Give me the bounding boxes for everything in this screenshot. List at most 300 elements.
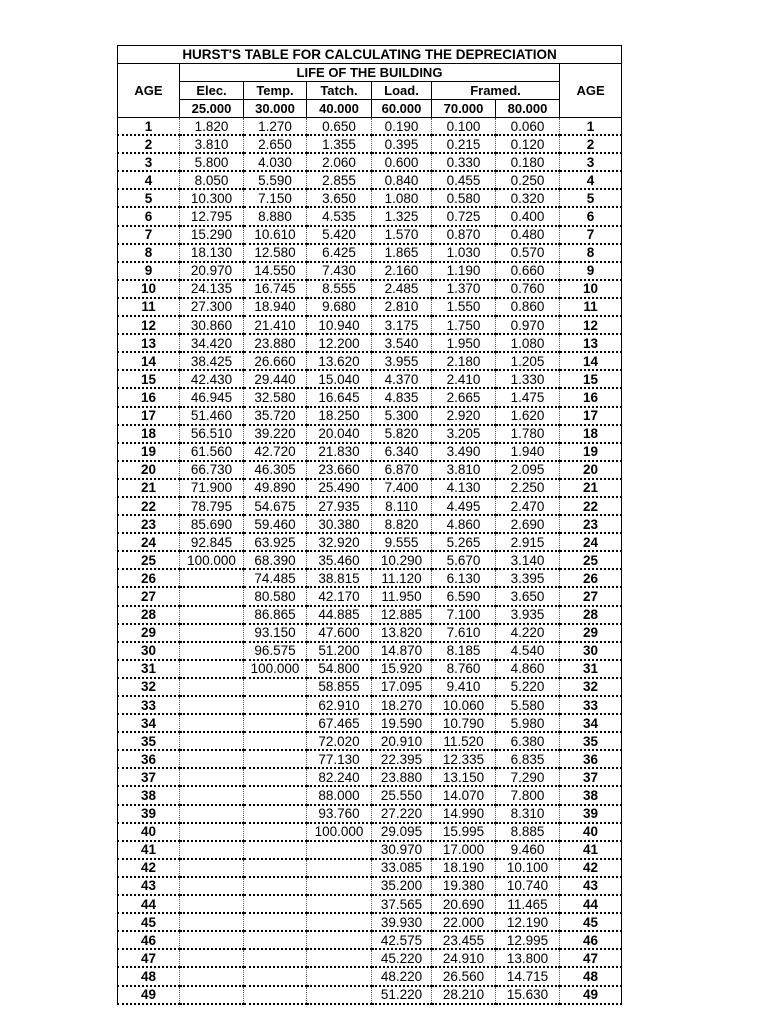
age-cell: 10: [560, 280, 622, 298]
value-cell-70000: 15.995: [432, 823, 496, 841]
category-header-load: Load.: [372, 82, 432, 100]
value-cell-80000: 12.190: [496, 913, 560, 931]
value-cell-60000: 39.930: [372, 913, 432, 931]
value-cell-70000: 1.370: [432, 280, 496, 298]
value-cell-25000: 51.460: [180, 407, 244, 425]
age-cell: 24: [560, 533, 622, 551]
value-cell-70000: 19.380: [432, 877, 496, 895]
value-cell-70000: 1.550: [432, 298, 496, 316]
table-row: [118, 226, 622, 244]
value-cell-25000: [180, 931, 244, 949]
value-cell-70000: 22.000: [432, 913, 496, 931]
age-cell: 45: [118, 913, 180, 931]
value-cell-70000: 28.210: [432, 986, 496, 1004]
age-cell: 35: [118, 732, 180, 750]
value-cell-60000: 11.950: [372, 587, 432, 605]
value-cell-70000: 0.100: [432, 118, 496, 136]
age-cell: 43: [560, 877, 622, 895]
life-header-80000: 80.000: [496, 100, 560, 118]
age-cell: 12: [118, 316, 180, 334]
value-cell-70000: 6.590: [432, 587, 496, 605]
value-cell-80000: 6.835: [496, 750, 560, 768]
table-row: [118, 913, 622, 931]
value-cell-60000: 35.200: [372, 877, 432, 895]
age-cell: 4: [118, 171, 180, 189]
value-cell-80000: 2.095: [496, 461, 560, 479]
age-cell: 17: [118, 407, 180, 425]
value-cell-25000: 12.795: [180, 207, 244, 225]
life-header-60000: 60.000: [372, 100, 432, 118]
age-cell: 23: [560, 515, 622, 533]
value-cell-30000: 74.485: [244, 569, 307, 587]
value-cell-60000: 1.080: [372, 189, 432, 207]
value-cell-30000: 93.150: [244, 624, 307, 642]
value-cell-60000: 2.810: [372, 298, 432, 316]
table-row: [118, 732, 622, 750]
value-cell-60000: 29.095: [372, 823, 432, 841]
value-cell-40000: 16.645: [307, 388, 372, 406]
age-cell: 4: [560, 171, 622, 189]
value-cell-25000: [180, 823, 244, 841]
age-cell: 37: [560, 768, 622, 786]
value-cell-80000: 0.480: [496, 226, 560, 244]
value-cell-30000: [244, 805, 307, 823]
value-cell-25000: [180, 624, 244, 642]
value-cell-70000: 2.180: [432, 352, 496, 370]
value-cell-40000: 25.490: [307, 479, 372, 497]
age-cell: 9: [118, 262, 180, 280]
value-cell-25000: 24.135: [180, 280, 244, 298]
age-cell: 19: [560, 443, 622, 461]
value-cell-30000: 46.305: [244, 461, 307, 479]
value-cell-40000: 6.425: [307, 244, 372, 262]
value-cell-30000: 18.940: [244, 298, 307, 316]
table-row: [118, 461, 622, 479]
value-cell-30000: 8.880: [244, 207, 307, 225]
value-cell-70000: 1.190: [432, 262, 496, 280]
value-cell-30000: 5.590: [244, 171, 307, 189]
table-row: [118, 696, 622, 714]
value-cell-80000: 3.395: [496, 569, 560, 587]
age-cell: 25: [560, 551, 622, 569]
table-row: [118, 859, 622, 877]
value-cell-40000: 42.170: [307, 587, 372, 605]
value-cell-30000: 4.030: [244, 153, 307, 171]
age-cell: 46: [118, 931, 180, 949]
age-cell: 35: [560, 732, 622, 750]
age-cell: 22: [560, 497, 622, 515]
value-cell-25000: 20.970: [180, 262, 244, 280]
value-cell-80000: 2.470: [496, 497, 560, 515]
life-header-70000: 70.000: [432, 100, 496, 118]
table-row: [118, 841, 622, 859]
value-cell-25000: 66.730: [180, 461, 244, 479]
value-cell-40000: 62.910: [307, 696, 372, 714]
value-cell-30000: 23.880: [244, 334, 307, 352]
value-cell-40000: [307, 913, 372, 931]
table-row: [118, 171, 622, 189]
value-cell-70000: 11.520: [432, 732, 496, 750]
age-cell: 27: [118, 587, 180, 605]
value-cell-70000: 24.910: [432, 949, 496, 967]
table-row: [118, 986, 622, 1004]
value-cell-70000: 3.205: [432, 425, 496, 443]
value-cell-30000: 35.720: [244, 407, 307, 425]
value-cell-30000: [244, 895, 307, 913]
age-cell: 1: [118, 118, 180, 136]
value-cell-40000: 38.815: [307, 569, 372, 587]
age-cell: 11: [560, 298, 622, 316]
value-cell-40000: 27.935: [307, 497, 372, 515]
age-cell: 41: [118, 841, 180, 859]
value-cell-30000: 54.675: [244, 497, 307, 515]
value-cell-60000: 9.555: [372, 533, 432, 551]
value-cell-40000: 4.535: [307, 207, 372, 225]
value-cell-80000: 2.690: [496, 515, 560, 533]
value-cell-80000: 2.915: [496, 533, 560, 551]
value-cell-25000: [180, 859, 244, 877]
age-cell: 16: [118, 388, 180, 406]
value-cell-30000: [244, 823, 307, 841]
age-cell: 40: [118, 823, 180, 841]
value-cell-60000: 33.085: [372, 859, 432, 877]
age-cell: 40: [560, 823, 622, 841]
value-cell-80000: 0.760: [496, 280, 560, 298]
value-cell-70000: 4.130: [432, 479, 496, 497]
age-cell: 36: [118, 750, 180, 768]
age-cell: 31: [118, 660, 180, 678]
age-cell: 42: [118, 859, 180, 877]
age-cell: 23: [118, 515, 180, 533]
value-cell-30000: [244, 859, 307, 877]
age-cell: 49: [118, 986, 180, 1004]
value-cell-30000: [244, 750, 307, 768]
value-cell-60000: 0.190: [372, 118, 432, 136]
value-cell-25000: 15.290: [180, 226, 244, 244]
value-cell-40000: 88.000: [307, 786, 372, 804]
value-cell-30000: [244, 732, 307, 750]
value-cell-25000: [180, 714, 244, 732]
value-cell-60000: 5.300: [372, 407, 432, 425]
table-row: [118, 425, 622, 443]
value-cell-30000: 29.440: [244, 370, 307, 388]
value-cell-70000: 26.560: [432, 967, 496, 985]
table-row: [118, 768, 622, 786]
table-row: [118, 334, 622, 352]
value-cell-60000: 0.840: [372, 171, 432, 189]
value-cell-30000: [244, 877, 307, 895]
age-header-right: AGE: [560, 64, 622, 118]
table-row: [118, 316, 622, 334]
table-row: [118, 786, 622, 804]
category-header-elec: Elec.: [180, 82, 244, 100]
value-cell-40000: 47.600: [307, 624, 372, 642]
value-cell-40000: [307, 895, 372, 913]
value-cell-70000: 5.265: [432, 533, 496, 551]
value-cell-70000: 6.130: [432, 569, 496, 587]
value-cell-60000: 6.870: [372, 461, 432, 479]
age-cell: 33: [118, 696, 180, 714]
value-cell-30000: [244, 986, 307, 1004]
value-cell-25000: [180, 750, 244, 768]
age-cell: 39: [118, 805, 180, 823]
value-cell-30000: [244, 714, 307, 732]
age-cell: 33: [560, 696, 622, 714]
value-cell-25000: 3.810: [180, 135, 244, 153]
value-cell-40000: 20.040: [307, 425, 372, 443]
value-cell-25000: 1.820: [180, 118, 244, 136]
value-cell-40000: 2.060: [307, 153, 372, 171]
value-cell-40000: 32.920: [307, 533, 372, 551]
age-cell: 6: [118, 207, 180, 225]
age-cell: 19: [118, 443, 180, 461]
table-row: [118, 189, 622, 207]
age-cell: 47: [560, 949, 622, 967]
age-cell: 38: [560, 786, 622, 804]
value-cell-60000: 7.400: [372, 479, 432, 497]
age-cell: 13: [560, 334, 622, 352]
value-cell-60000: 42.575: [372, 931, 432, 949]
age-cell: 13: [118, 334, 180, 352]
value-cell-70000: 0.330: [432, 153, 496, 171]
value-cell-40000: 18.250: [307, 407, 372, 425]
value-cell-40000: 93.760: [307, 805, 372, 823]
value-cell-60000: 3.540: [372, 334, 432, 352]
value-cell-60000: 5.820: [372, 425, 432, 443]
table-row: [118, 877, 622, 895]
value-cell-30000: 16.745: [244, 280, 307, 298]
table-row: [118, 606, 622, 624]
age-cell: 39: [560, 805, 622, 823]
value-cell-70000: 8.760: [432, 660, 496, 678]
value-cell-40000: 10.940: [307, 316, 372, 334]
table-row: [118, 497, 622, 515]
table-row: [118, 949, 622, 967]
value-cell-30000: 26.660: [244, 352, 307, 370]
value-cell-80000: 6.380: [496, 732, 560, 750]
value-cell-80000: 14.715: [496, 967, 560, 985]
value-cell-70000: 4.860: [432, 515, 496, 533]
age-cell: 22: [118, 497, 180, 515]
value-cell-70000: 0.725: [432, 207, 496, 225]
value-cell-70000: 14.990: [432, 805, 496, 823]
value-cell-80000: 0.180: [496, 153, 560, 171]
value-cell-80000: 0.250: [496, 171, 560, 189]
value-cell-30000: 63.925: [244, 533, 307, 551]
value-cell-80000: 1.940: [496, 443, 560, 461]
age-cell: 24: [118, 533, 180, 551]
value-cell-30000: [244, 696, 307, 714]
value-cell-60000: 3.175: [372, 316, 432, 334]
value-cell-30000: 21.410: [244, 316, 307, 334]
value-cell-80000: 1.080: [496, 334, 560, 352]
value-cell-25000: [180, 786, 244, 804]
value-cell-60000: 25.550: [372, 786, 432, 804]
category-header-framed: Framed.: [432, 82, 560, 100]
table-row: [118, 642, 622, 660]
age-cell: 38: [118, 786, 180, 804]
age-cell: 44: [118, 895, 180, 913]
age-cell: 25: [118, 551, 180, 569]
age-cell: 21: [118, 479, 180, 497]
table-row: [118, 587, 622, 605]
value-cell-30000: [244, 913, 307, 931]
value-cell-25000: 92.845: [180, 533, 244, 551]
age-cell: 32: [560, 678, 622, 696]
age-cell: 36: [560, 750, 622, 768]
table-row: [118, 967, 622, 985]
value-cell-80000: 1.620: [496, 407, 560, 425]
value-cell-60000: 12.885: [372, 606, 432, 624]
age-cell: 15: [118, 370, 180, 388]
age-cell: 20: [118, 461, 180, 479]
age-cell: 2: [560, 135, 622, 153]
value-cell-25000: [180, 841, 244, 859]
value-cell-70000: 20.690: [432, 895, 496, 913]
value-cell-80000: 1.780: [496, 425, 560, 443]
age-cell: 10: [118, 280, 180, 298]
value-cell-30000: 1.270: [244, 118, 307, 136]
category-header-tatch: Tatch.: [307, 82, 372, 100]
value-cell-25000: 71.900: [180, 479, 244, 497]
value-cell-80000: 5.220: [496, 678, 560, 696]
age-cell: 3: [118, 153, 180, 171]
value-cell-30000: 100.000: [244, 660, 307, 678]
value-cell-30000: [244, 949, 307, 967]
age-cell: 46: [560, 931, 622, 949]
category-header-temp: Temp.: [244, 82, 307, 100]
value-cell-30000: [244, 967, 307, 985]
value-cell-70000: 2.665: [432, 388, 496, 406]
value-cell-70000: 8.185: [432, 642, 496, 660]
value-cell-70000: 10.790: [432, 714, 496, 732]
value-cell-80000: 11.465: [496, 895, 560, 913]
value-cell-30000: 68.390: [244, 551, 307, 569]
age-cell: 34: [118, 714, 180, 732]
value-cell-60000: 45.220: [372, 949, 432, 967]
value-cell-60000: 13.820: [372, 624, 432, 642]
table-title: HURST'S TABLE FOR CALCULATING THE DEPRECIATION: [118, 46, 622, 64]
age-cell: 42: [560, 859, 622, 877]
value-cell-60000: 0.395: [372, 135, 432, 153]
value-cell-40000: 58.855: [307, 678, 372, 696]
table-row: [118, 533, 622, 551]
value-cell-25000: [180, 678, 244, 696]
value-cell-80000: 3.935: [496, 606, 560, 624]
age-cell: 17: [560, 407, 622, 425]
age-cell: 28: [118, 606, 180, 624]
value-cell-25000: 85.690: [180, 515, 244, 533]
value-cell-40000: 1.355: [307, 135, 372, 153]
value-cell-25000: [180, 805, 244, 823]
value-cell-30000: 2.650: [244, 135, 307, 153]
age-cell: 18: [118, 425, 180, 443]
value-cell-40000: [307, 859, 372, 877]
value-cell-80000: 3.140: [496, 551, 560, 569]
age-cell: 15: [560, 370, 622, 388]
value-cell-60000: 2.485: [372, 280, 432, 298]
age-cell: 41: [560, 841, 622, 859]
value-cell-40000: 54.800: [307, 660, 372, 678]
value-cell-30000: 42.720: [244, 443, 307, 461]
value-cell-70000: 1.030: [432, 244, 496, 262]
value-cell-40000: [307, 986, 372, 1004]
value-cell-30000: 49.890: [244, 479, 307, 497]
value-cell-40000: [307, 931, 372, 949]
age-cell: 8: [118, 244, 180, 262]
age-cell: 12: [560, 316, 622, 334]
value-cell-40000: 9.680: [307, 298, 372, 316]
value-cell-80000: 10.100: [496, 859, 560, 877]
age-cell: 44: [560, 895, 622, 913]
value-cell-60000: 1.865: [372, 244, 432, 262]
value-cell-80000: 0.400: [496, 207, 560, 225]
table-row: [118, 298, 622, 316]
value-cell-70000: 5.670: [432, 551, 496, 569]
value-cell-60000: 20.910: [372, 732, 432, 750]
value-cell-60000: 18.270: [372, 696, 432, 714]
value-cell-70000: 2.920: [432, 407, 496, 425]
table-row: [118, 118, 622, 136]
table-row: [118, 352, 622, 370]
age-cell: 37: [118, 768, 180, 786]
table-row: [118, 931, 622, 949]
value-cell-40000: 7.430: [307, 262, 372, 280]
value-cell-25000: 30.860: [180, 316, 244, 334]
value-cell-40000: 51.200: [307, 642, 372, 660]
value-cell-80000: 0.860: [496, 298, 560, 316]
value-cell-70000: 1.750: [432, 316, 496, 334]
value-cell-40000: 8.555: [307, 280, 372, 298]
value-cell-25000: 27.300: [180, 298, 244, 316]
value-cell-30000: [244, 786, 307, 804]
value-cell-80000: 13.800: [496, 949, 560, 967]
value-cell-70000: 0.215: [432, 135, 496, 153]
value-cell-70000: 17.000: [432, 841, 496, 859]
value-cell-70000: 23.455: [432, 931, 496, 949]
table-row: [118, 805, 622, 823]
value-cell-80000: 10.740: [496, 877, 560, 895]
table-row: [118, 370, 622, 388]
age-cell: 16: [560, 388, 622, 406]
value-cell-25000: 18.130: [180, 244, 244, 262]
age-cell: 48: [118, 967, 180, 985]
table-row: [118, 443, 622, 461]
age-cell: 20: [560, 461, 622, 479]
age-cell: 28: [560, 606, 622, 624]
value-cell-70000: 0.580: [432, 189, 496, 207]
value-cell-25000: [180, 569, 244, 587]
value-cell-30000: 59.460: [244, 515, 307, 533]
value-cell-70000: 0.870: [432, 226, 496, 244]
value-cell-60000: 37.565: [372, 895, 432, 913]
age-cell: 47: [118, 949, 180, 967]
value-cell-60000: 22.395: [372, 750, 432, 768]
value-cell-70000: 7.610: [432, 624, 496, 642]
table-row: [118, 262, 622, 280]
age-cell: 30: [560, 642, 622, 660]
value-cell-25000: 42.430: [180, 370, 244, 388]
age-cell: 7: [560, 226, 622, 244]
value-cell-80000: 1.330: [496, 370, 560, 388]
age-cell: 29: [118, 624, 180, 642]
value-cell-40000: 72.020: [307, 732, 372, 750]
table-row: [118, 479, 622, 497]
age-cell: 48: [560, 967, 622, 985]
value-cell-80000: 0.570: [496, 244, 560, 262]
value-cell-30000: 86.865: [244, 606, 307, 624]
value-cell-70000: 13.150: [432, 768, 496, 786]
